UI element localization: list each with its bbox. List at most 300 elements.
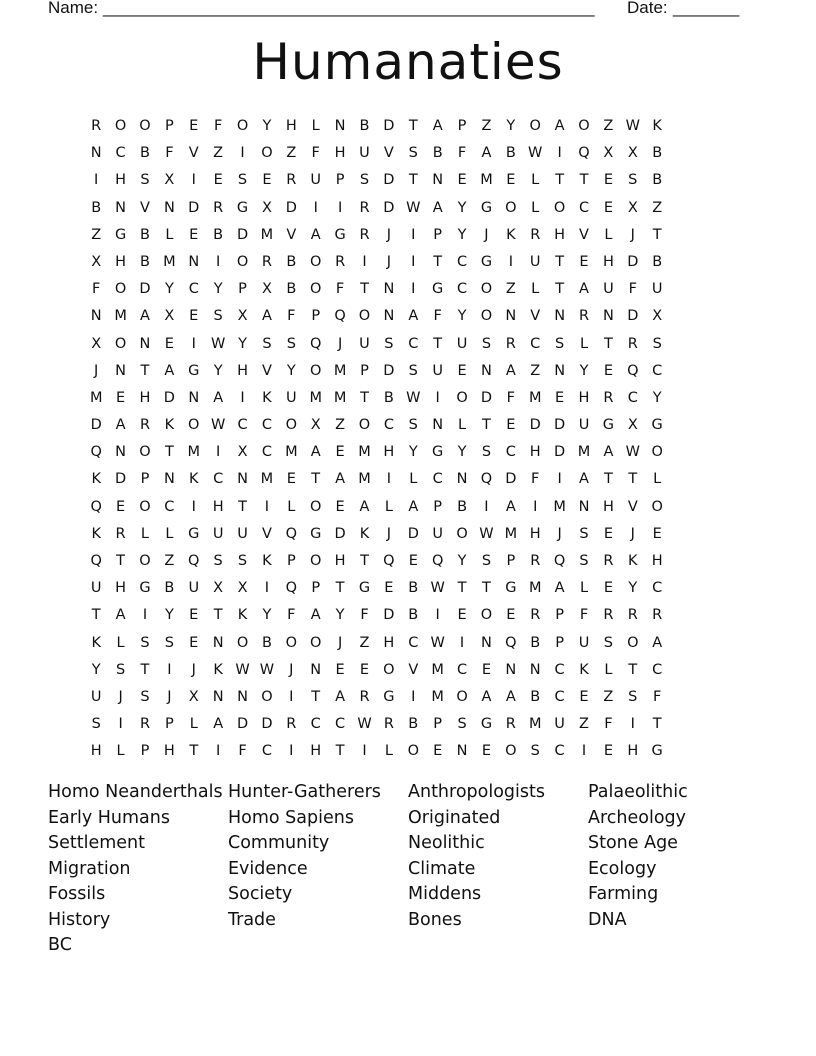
grid-letter: H [554, 226, 566, 243]
grid-letter: B [359, 118, 370, 134]
grid-letter: L [165, 226, 174, 243]
grid-letter: N [383, 281, 395, 298]
grid-letter: D [480, 389, 493, 406]
grid-letter: O [456, 688, 468, 705]
grid-letter: P [286, 553, 296, 569]
grid-letter: E [457, 607, 467, 624]
grid-letter: I [386, 471, 392, 488]
grid-letter: R [213, 199, 224, 216]
grid-letter: S [237, 172, 248, 189]
grid-letter: C [578, 199, 590, 216]
grid-letter: K [91, 525, 101, 542]
grid-letter: Q [310, 335, 322, 352]
grid-letter: B [457, 498, 468, 515]
grid-letter: Z [530, 362, 541, 379]
grid-letter: O [236, 253, 249, 270]
grid-letter: B [164, 580, 175, 597]
grid-letter: C [432, 471, 443, 488]
grid-letter: X [164, 172, 175, 189]
grid-letter: Y [91, 661, 101, 678]
grid-letter: U [529, 253, 541, 270]
grid-letter: X [627, 145, 638, 162]
grid-letter: Y [457, 444, 467, 461]
grid-letter: K [164, 417, 175, 434]
grid-letter: X [91, 335, 102, 352]
grid-letter: R [115, 525, 126, 542]
grid-letter: V [188, 145, 199, 162]
grid-letter: L [384, 743, 393, 760]
grid-letter: F [628, 281, 637, 298]
grid-letter: O [358, 417, 371, 434]
grid-letter: H [310, 743, 322, 760]
grid-letter: X [603, 145, 614, 162]
grid-letter: J [167, 688, 172, 705]
grid-letter: I [411, 281, 416, 298]
grid-letter: D [236, 226, 249, 243]
grid-letter: D [383, 362, 395, 379]
word-list-row [48, 806, 768, 832]
grid-letter: G [432, 444, 444, 461]
grid-letter: S [457, 716, 467, 733]
grid-letter: C [408, 634, 419, 651]
grid-letter: S [628, 688, 638, 705]
grid-letter: G [432, 281, 444, 298]
grid-letter: H [627, 743, 639, 760]
grid-letter: A [140, 308, 150, 325]
grid-letter: L [579, 580, 589, 597]
grid-row [84, 140, 744, 167]
grid-letter: L [116, 743, 125, 760]
grid-letter: O [310, 634, 322, 651]
grid-letter: O [261, 145, 273, 162]
grid-letter: W [357, 716, 372, 733]
grid-letter: I [362, 743, 367, 760]
grid-letter: N [115, 362, 127, 379]
grid-letter: C [115, 145, 126, 162]
grid-letter: D [115, 471, 127, 488]
grid-row [84, 684, 744, 711]
grid-letter: W [235, 661, 250, 678]
grid-letter: E [335, 661, 345, 678]
grid-letter: S [140, 634, 150, 651]
grid-letter: D [285, 199, 297, 216]
grid-letter: T [408, 172, 418, 189]
grid-letter: Y [262, 607, 272, 624]
grid-letter: H [139, 389, 151, 406]
grid-letter: S [628, 172, 638, 189]
grid-letter: Y [506, 118, 516, 134]
grid-letter: D [261, 716, 273, 733]
grid-letter: A [164, 362, 175, 379]
grid-letter: B [286, 253, 297, 270]
grid-letter: X [237, 580, 248, 597]
grid-letter: R [359, 688, 370, 705]
grid-letter: C [261, 743, 272, 760]
word-list-item: Palaeolithic [588, 782, 688, 802]
grid-letter: F [92, 281, 101, 298]
grid-letter: D [188, 199, 200, 216]
grid-letter: B [408, 580, 419, 597]
grid-letter: S [115, 661, 126, 678]
grid-letter: L [653, 471, 662, 488]
grid-letter: C [213, 471, 224, 488]
grid-letter: E [481, 743, 492, 760]
grid-letter: B [91, 199, 102, 216]
grid-letter: C [335, 716, 346, 733]
grid-row [84, 385, 744, 412]
grid-letter: S [603, 634, 613, 651]
grid-letter: C [554, 688, 565, 705]
grid-letter: I [411, 226, 416, 243]
grid-letter: W [210, 417, 226, 434]
grid-letter: A [310, 607, 321, 624]
grid-letter: F [653, 688, 662, 705]
grid-letter: Y [213, 281, 223, 298]
grid-letter: K [189, 471, 199, 488]
grid-row [84, 412, 744, 439]
grid-letter: P [506, 553, 516, 569]
grid-letter: K [91, 471, 101, 488]
grid-letter: S [91, 716, 101, 733]
grid-letter: V [383, 145, 394, 162]
grid-letter: D [407, 525, 419, 542]
grid-letter: I [118, 716, 123, 733]
date-blank-line: _______ [673, 0, 740, 17]
grid-letter: P [433, 226, 443, 243]
grid-letter: Q [553, 553, 566, 569]
grid-letter: H [383, 444, 395, 461]
grid-letter: D [383, 172, 395, 189]
grid-letter: F [506, 389, 515, 406]
grid-letter: O [358, 308, 371, 325]
grid-letter: U [237, 525, 248, 542]
grid-letter: Y [262, 118, 272, 134]
grid-letter: Z [603, 118, 614, 134]
grid-letter: W [406, 199, 421, 216]
grid-letter: E [603, 172, 613, 189]
grid-letter: T [482, 580, 491, 597]
grid-letter: R [505, 716, 516, 733]
grid-letter: J [191, 661, 196, 678]
grid-row [84, 222, 744, 249]
grid-letter: E [335, 444, 345, 461]
grid-letter: D [383, 199, 395, 216]
word-list-item: Evidence [228, 858, 308, 879]
grid-letter: X [261, 199, 272, 216]
word-list [48, 780, 768, 959]
grid-letter: N [115, 444, 127, 461]
grid-letter: X [213, 580, 224, 597]
grid-letter: X [91, 253, 102, 270]
grid-letter: X [261, 281, 272, 298]
grid-letter: F [433, 308, 442, 325]
grid-letter: A [554, 580, 565, 597]
grid-letter: A [115, 607, 126, 624]
grid-letter: F [360, 607, 369, 624]
grid-letter: Y [457, 308, 467, 325]
grid-letter: T [433, 253, 443, 270]
grid-letter: D [554, 417, 566, 434]
grid-letter: F [165, 145, 174, 162]
grid-letter: Q [188, 553, 200, 569]
grid-letter: A [505, 362, 516, 379]
grid-letter: A [579, 281, 589, 298]
grid-letter: T [408, 118, 418, 134]
grid-letter: X [310, 417, 321, 434]
grid-letter: X [627, 199, 638, 216]
grid-letter: W [528, 145, 543, 162]
word-list-item: DNA [588, 909, 627, 930]
grid-letter: P [164, 716, 174, 733]
grid-letter: A [432, 199, 443, 216]
grid-letter: N [432, 417, 444, 434]
grid-letter: H [163, 743, 175, 760]
grid-letter: V [286, 226, 297, 243]
grid-letter: T [652, 716, 662, 733]
grid-letter: W [259, 661, 275, 678]
grid-letter: O [114, 281, 127, 298]
grid-letter: P [457, 118, 467, 134]
grid-row [84, 548, 744, 575]
grid-row [84, 303, 744, 330]
grid-letter: M [358, 444, 371, 461]
grid-letter: N [505, 308, 517, 325]
grid-letter: Q [90, 444, 102, 461]
grid-letter: K [91, 634, 101, 651]
grid-letter: E [506, 172, 516, 189]
grid-letter: R [627, 607, 638, 624]
grid-letter: Z [335, 417, 346, 434]
grid-letter: R [627, 335, 638, 352]
word-list-item: Fossils [48, 884, 106, 904]
grid-letter: O [285, 417, 298, 434]
grid-letter: I [362, 253, 367, 270]
word-list-item: Archeology [588, 807, 687, 828]
grid-letter: O [456, 525, 468, 542]
grid-letter: A [261, 308, 272, 325]
word-list-item: Homo Sapiens [228, 807, 354, 828]
grid-letter: O [310, 253, 322, 270]
grid-letter: T [360, 389, 369, 406]
grid-letter: A [505, 498, 516, 515]
grid-letter: Y [164, 607, 174, 624]
grid-letter: B [652, 253, 663, 270]
grid-letter: J [118, 688, 123, 705]
grid-letter: R [359, 226, 370, 243]
grid-letter: N [310, 661, 322, 678]
grid-letter: X [652, 308, 663, 325]
grid-letter: K [262, 553, 272, 569]
worksheet-header [48, 0, 748, 20]
grid-letter: T [335, 580, 345, 597]
grid-letter: N [212, 634, 224, 651]
grid-letter: H [115, 253, 127, 270]
grid-letter: O [310, 498, 322, 515]
grid-letter: N [602, 308, 614, 325]
name-label: Name: [48, 0, 99, 17]
grid-letter: E [603, 199, 613, 216]
grid-letter: M [431, 661, 444, 678]
grid-letter: K [652, 118, 662, 134]
grid-letter: I [630, 716, 635, 733]
word-list-item: Middens [408, 884, 482, 904]
grid-letter: U [456, 335, 468, 352]
grid-letter: Z [359, 634, 370, 651]
word-list-item: Neolithic [408, 833, 485, 853]
grid-letter: N [188, 389, 200, 406]
grid-letter: T [579, 172, 589, 189]
grid-letter: O [651, 444, 663, 461]
grid-letter: B [140, 226, 150, 243]
grid-letter: H [334, 145, 346, 162]
grid-letter: D [554, 444, 566, 461]
grid-letter: R [505, 335, 516, 352]
grid-letter: W [406, 389, 421, 406]
grid-letter: O [480, 308, 493, 325]
grid-letter: Y [457, 199, 467, 216]
grid-letter: S [555, 335, 565, 352]
grid-letter: T [603, 471, 613, 488]
grid-letter: T [140, 661, 150, 678]
grid-letter: I [264, 580, 270, 597]
grid-letter: A [335, 471, 346, 488]
grid-letter: J [484, 226, 489, 243]
grid-letter: T [238, 498, 247, 515]
grid-letter: Y [408, 444, 418, 461]
grid-letter: C [505, 444, 516, 461]
grid-letter: M [431, 688, 444, 705]
grid-letter: U [90, 580, 102, 597]
grid-letter: K [506, 226, 516, 243]
grid-row [84, 738, 744, 765]
grid-row [84, 439, 744, 466]
grid-letter: E [506, 607, 516, 624]
grid-letter: Z [652, 199, 663, 216]
grid-letter: W [479, 525, 494, 542]
grid-letter: F [604, 716, 613, 733]
grid-letter: R [603, 607, 614, 624]
word-list-row [48, 857, 768, 883]
grid-letter: B [140, 145, 150, 162]
grid-letter: O [505, 743, 517, 760]
grid-letter: L [287, 498, 296, 515]
grid-letter: I [459, 634, 465, 651]
grid-letter: H [602, 253, 614, 270]
grid-letter: Z [213, 145, 224, 162]
grid-letter: O [529, 118, 541, 134]
date-label: Date: [627, 0, 668, 17]
grid-letter: O [480, 281, 493, 298]
grid-letter: C [383, 417, 394, 434]
grid-letter: E [603, 362, 613, 379]
grid-row [84, 657, 744, 684]
grid-letter: P [335, 172, 345, 189]
grid-letter: I [581, 743, 587, 760]
grid-letter: U [212, 525, 224, 542]
grid-letter: N [578, 498, 590, 515]
grid-letter: N [505, 661, 517, 678]
grid-letter: Z [579, 716, 589, 733]
grid-letter: Q [505, 634, 517, 651]
grid-letter: O [236, 634, 249, 651]
grid-letter: I [94, 172, 99, 189]
grid-letter: Q [90, 498, 102, 515]
grid-letter: T [555, 253, 565, 270]
grid-letter: E [116, 389, 126, 406]
grid-letter: B [652, 172, 663, 189]
grid-letter: A [310, 226, 321, 243]
grid-letter: E [579, 253, 589, 270]
grid-letter: M [89, 389, 103, 406]
grid-letter: O [114, 335, 127, 352]
grid-letter: D [505, 471, 517, 488]
grid-letter: S [652, 335, 662, 352]
grid-letter: T [628, 661, 638, 678]
grid-letter: M [528, 389, 542, 406]
grid-letter: S [140, 688, 150, 705]
grid-letter: R [139, 417, 151, 434]
grid-letter: R [359, 199, 370, 216]
grid-letter: T [189, 743, 199, 760]
grid-letter: Q [578, 145, 590, 162]
grid-row [84, 167, 744, 194]
grid-letter: I [484, 498, 489, 515]
grid-letter: O [285, 634, 298, 651]
grid-letter: Q [480, 471, 493, 488]
grid-letter: F [311, 145, 320, 162]
grid-letter: N [481, 634, 492, 651]
grid-letter: R [91, 118, 102, 134]
grid-letter: C [261, 444, 272, 461]
grid-letter: T [335, 743, 345, 760]
grid-letter: C [237, 417, 248, 434]
grid-letter: O [651, 498, 663, 515]
grid-letter: K [262, 389, 272, 406]
grid-letter: T [164, 444, 174, 461]
grid-letter: K [628, 553, 638, 569]
grid-letter: I [337, 199, 343, 216]
grid-letter: A [359, 498, 370, 515]
grid-letter: M [187, 444, 201, 461]
grid-letter: Q [285, 525, 298, 542]
grid-letter: F [213, 118, 223, 134]
grid-letter: T [213, 607, 223, 624]
grid-letter: G [480, 199, 493, 216]
grid-letter: O [114, 118, 127, 134]
grid-letter: E [555, 389, 565, 406]
grid-letter: O [236, 118, 249, 134]
word-list-row [48, 933, 768, 959]
grid-letter: B [505, 145, 516, 162]
grid-letter: S [579, 525, 589, 542]
grid-letter: O [505, 199, 517, 216]
grid-letter: F [579, 607, 589, 624]
grid-letter: U [432, 362, 443, 379]
grid-letter: A [505, 688, 516, 705]
grid-letter: C [408, 335, 419, 352]
grid-letter: T [457, 580, 467, 597]
grid-letter: C [188, 281, 199, 298]
grid-letter: V [530, 308, 541, 325]
grid-letter: S [262, 335, 272, 352]
grid-letter: J [289, 661, 294, 678]
word-list-item: Farming [588, 884, 659, 904]
grid-letter: M [553, 498, 566, 515]
grid-letter: S [408, 362, 418, 379]
grid-letter: H [115, 580, 127, 597]
grid-letter: G [236, 199, 249, 216]
grid-letter: F [238, 743, 247, 760]
